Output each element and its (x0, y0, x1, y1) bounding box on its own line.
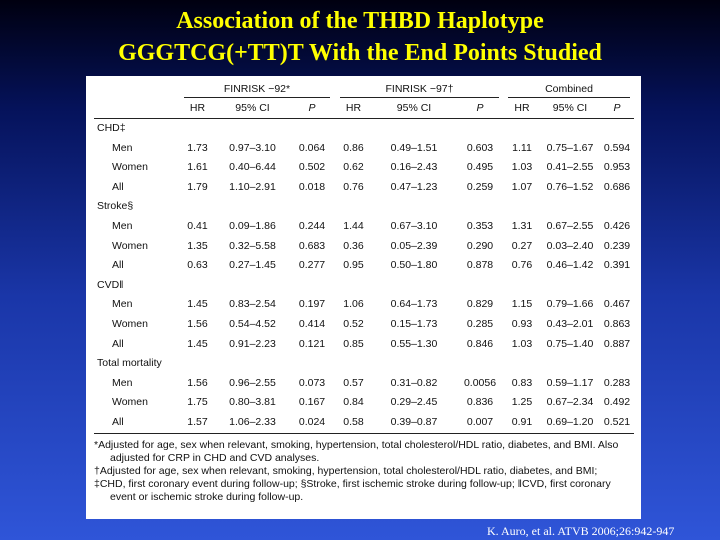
section-row (94, 276, 634, 296)
section-row (94, 197, 634, 217)
table-cell: 1.79 (187, 180, 208, 193)
footnote-adjusted-97: †Adjusted for age, sex when relevant, smoking, hypertension, total cholesterol/HDL ratio, diabetes, and BMI; (94, 464, 598, 477)
table-cell: 1.03 (511, 337, 533, 350)
table-cell: 0.41–2.55 (546, 161, 594, 174)
table-cell: 1.75 (187, 396, 208, 409)
table-cell: 0.283 (603, 376, 631, 389)
row-label: Men (112, 376, 133, 389)
table-cell: 0.073 (298, 376, 326, 389)
table-cell: 0.47–1.23 (390, 180, 438, 193)
table-cell: 0.836 (466, 396, 494, 409)
footnote-definitions: ‡CHD, first coronary event during follow-up; §Stroke, first ischemic stroke during follow-up; ‖CVD, first coronary event or ischemic stroke during follow-up. (94, 477, 611, 503)
table-cell: 0.91 (511, 415, 533, 428)
table-cell: 0.863 (603, 317, 631, 330)
table-cell: 1.31 (511, 219, 533, 232)
table-cell: 0.285 (466, 317, 494, 330)
table-cell: 0.49–1.51 (390, 141, 438, 154)
table-row (94, 413, 634, 433)
table-cell: 0.846 (466, 337, 494, 350)
table-row (94, 158, 634, 178)
table-cell: 0.197 (298, 298, 326, 311)
table-cell: 0.75–1.40 (546, 337, 594, 350)
table-body (94, 119, 634, 434)
table-cell: 1.56 (187, 317, 208, 330)
row-label: Women (112, 161, 148, 174)
table-cell: 0.40–6.44 (229, 161, 276, 174)
table-cell: 0.67–3.10 (390, 219, 438, 232)
table-cell: 0.007 (466, 415, 494, 428)
table-cell: 0.76 (511, 259, 533, 272)
table-cell: 0.43–2.01 (546, 317, 594, 330)
section-label: Stroke§ (97, 200, 134, 213)
table-cell: 1.15 (511, 298, 533, 311)
table-row (94, 335, 634, 355)
table-cell: 0.492 (603, 396, 631, 409)
table-cell: 0.502 (298, 161, 326, 174)
table-cell: 0.594 (603, 141, 631, 154)
table-cell: 0.495 (466, 161, 494, 174)
table-cell: 0.353 (466, 219, 494, 232)
table-cell: 0.93 (511, 317, 533, 330)
citation: K. Auro, et al. ATVB 2006;26:942-947 (487, 524, 675, 538)
table-cell: 0.46–1.42 (546, 259, 594, 272)
table-cell: 0.84 (343, 396, 364, 409)
table-cell: 0.62 (343, 161, 364, 174)
table-cell: 0.97–3.10 (229, 141, 276, 154)
table-cell: 0.064 (298, 141, 326, 154)
table-cell: 0.878 (466, 259, 494, 272)
col-ci: 95% CI (235, 102, 270, 114)
table-cell: 0.03–2.40 (546, 239, 594, 252)
row-label: Women (112, 317, 148, 330)
row-label: Men (112, 219, 133, 232)
col-p: P (476, 102, 484, 114)
table-cell: 0.244 (298, 219, 326, 232)
table-cell: 1.45 (187, 298, 208, 311)
table-cell: 1.57 (187, 415, 208, 428)
col-ci: 95% CI (396, 102, 432, 114)
table-panel (86, 76, 641, 519)
section-label: CHD‡ (97, 122, 126, 134)
row-label: Women (112, 239, 148, 252)
table-cell: 1.73 (187, 141, 208, 154)
row-label: Women (112, 396, 148, 409)
table-row (94, 237, 634, 257)
table-cell: 0.09–1.86 (229, 219, 276, 232)
table-cell: 0.54–4.52 (229, 317, 276, 330)
table-cell: 0.15–1.73 (390, 317, 438, 330)
table-row (94, 256, 634, 276)
table-cell: 0.41 (187, 219, 208, 232)
title-line-2: GGGTCG(+TT)T With the End Points Studied (118, 40, 602, 66)
title-line-1: Association of the THBD Haplotype (176, 8, 544, 34)
table-cell: 0.69–1.20 (546, 415, 594, 428)
table-cell: 0.259 (466, 180, 494, 193)
table-cell: 0.024 (298, 415, 326, 428)
table-cell: 0.29–2.45 (390, 396, 438, 409)
table-cell: 1.56 (187, 376, 208, 389)
table-cell: 1.11 (512, 141, 532, 154)
table-cell: 0.39–0.87 (390, 415, 438, 428)
table-row (94, 374, 634, 394)
table-cell: 0.96–2.55 (229, 376, 276, 389)
group-combined: Combined (508, 82, 630, 98)
table-row (94, 393, 634, 413)
table-cell: 0.31–0.82 (390, 376, 438, 389)
section-row (94, 119, 634, 139)
table-cell: 0.67–2.34 (546, 396, 594, 409)
row-label: Men (112, 141, 133, 154)
section-row (94, 354, 634, 374)
table-cell: 0.59–1.17 (546, 376, 594, 389)
table-cell: 0.76 (343, 180, 364, 193)
table-cell: 1.07 (511, 180, 533, 193)
table-cell: 0.64–1.73 (390, 298, 438, 311)
table-cell: 0.67–2.55 (546, 219, 594, 232)
table-cell: 0.27 (511, 239, 533, 252)
table-cell: 0.467 (603, 298, 631, 311)
section-label: Total mortality (97, 357, 162, 370)
table-cell: 0.05–2.39 (390, 239, 438, 252)
table-row (94, 295, 634, 315)
col-ci: 95% CI (552, 102, 588, 114)
slide-title (0, 5, 720, 69)
table-cell: 1.06–2.33 (229, 415, 276, 428)
table-cell: 0.55–1.30 (390, 337, 438, 350)
table-cell: 0.27–1.45 (229, 259, 276, 272)
table-cell: 1.03 (511, 161, 533, 174)
row-label: All (112, 259, 124, 272)
col-p: P (308, 102, 316, 114)
table-cell: 0.16–2.43 (390, 161, 438, 174)
table-cell: 1.25 (511, 396, 533, 409)
table-row (94, 315, 634, 335)
table-row (94, 139, 634, 159)
table-cell: 0.887 (603, 337, 631, 350)
row-label: All (112, 415, 124, 428)
table-cell: 0.79–1.66 (546, 298, 594, 311)
table-cell: 0.426 (603, 219, 631, 232)
results-table (94, 80, 634, 434)
table-cell: 0.391 (603, 259, 631, 272)
table-cell: 0.57 (343, 376, 364, 389)
group-finrisk-92: FINRISK −92* (184, 82, 331, 98)
table-cell: 0.75–1.67 (546, 141, 594, 154)
table-cell: 1.06 (343, 298, 364, 311)
table-cell: 0.63 (187, 259, 208, 272)
table-cell: 0.76–1.52 (546, 180, 594, 193)
table-cell: 0.36 (343, 239, 364, 252)
table-cell: 0.80–3.81 (229, 396, 276, 409)
table-cell: 0.167 (298, 396, 326, 409)
table-cell: 0.953 (603, 161, 631, 174)
table-cell: 1.61 (187, 161, 208, 174)
column-header-row (94, 98, 634, 119)
footnotes (94, 439, 633, 504)
row-label: All (112, 337, 124, 350)
table-cell: 0.86 (343, 141, 364, 154)
row-label: Men (112, 298, 133, 311)
col-hr: HR (189, 102, 206, 114)
table-cell: 1.44 (343, 219, 364, 232)
table-cell: 1.35 (187, 239, 208, 252)
table-cell: 0.414 (298, 317, 326, 330)
table-cell: 1.45 (187, 337, 208, 350)
table-cell: 0.83–2.54 (229, 298, 276, 311)
row-label: All (112, 180, 124, 193)
table-cell: 0.52 (343, 317, 364, 330)
table-cell: 0.018 (298, 180, 326, 193)
table-cell: 0.32–5.58 (229, 239, 276, 252)
footnote-adjusted-92: *Adjusted for age, sex when relevant, smoking, hypertension, total cholesterol/HDL ratio, diabetes, and BMI. Also adjusted for CRP in CHD and CVD analyses. (94, 438, 619, 464)
table-cell: 0.603 (466, 141, 494, 154)
table-cell: 0.91–2.23 (229, 337, 276, 350)
table-cell: 0.290 (466, 239, 494, 252)
table-cell: 1.10–2.91 (229, 180, 276, 193)
table-row (94, 178, 634, 198)
col-p: P (613, 102, 621, 114)
group-header-row (94, 80, 634, 98)
table-cell: 0.0056 (463, 376, 497, 389)
col-hr: HR (345, 102, 362, 114)
table-cell: 0.239 (603, 239, 631, 252)
section-label: CVD‖ (97, 278, 124, 291)
table-cell: 0.85 (343, 337, 364, 350)
table-cell: 0.95 (343, 259, 364, 272)
table-cell: 0.83 (511, 376, 533, 389)
table-cell: 0.277 (298, 259, 326, 272)
table-cell: 0.50–1.80 (390, 259, 438, 272)
table-cell: 0.686 (603, 180, 631, 193)
table-cell: 0.521 (603, 415, 631, 428)
col-hr: HR (514, 102, 530, 114)
table-cell: 0.683 (298, 239, 326, 252)
group-finrisk-97: FINRISK −97† (340, 82, 499, 98)
table-row (94, 217, 634, 237)
table-cell: 0.121 (298, 337, 326, 350)
table-cell: 0.829 (466, 298, 494, 311)
table-cell: 0.58 (343, 415, 364, 428)
